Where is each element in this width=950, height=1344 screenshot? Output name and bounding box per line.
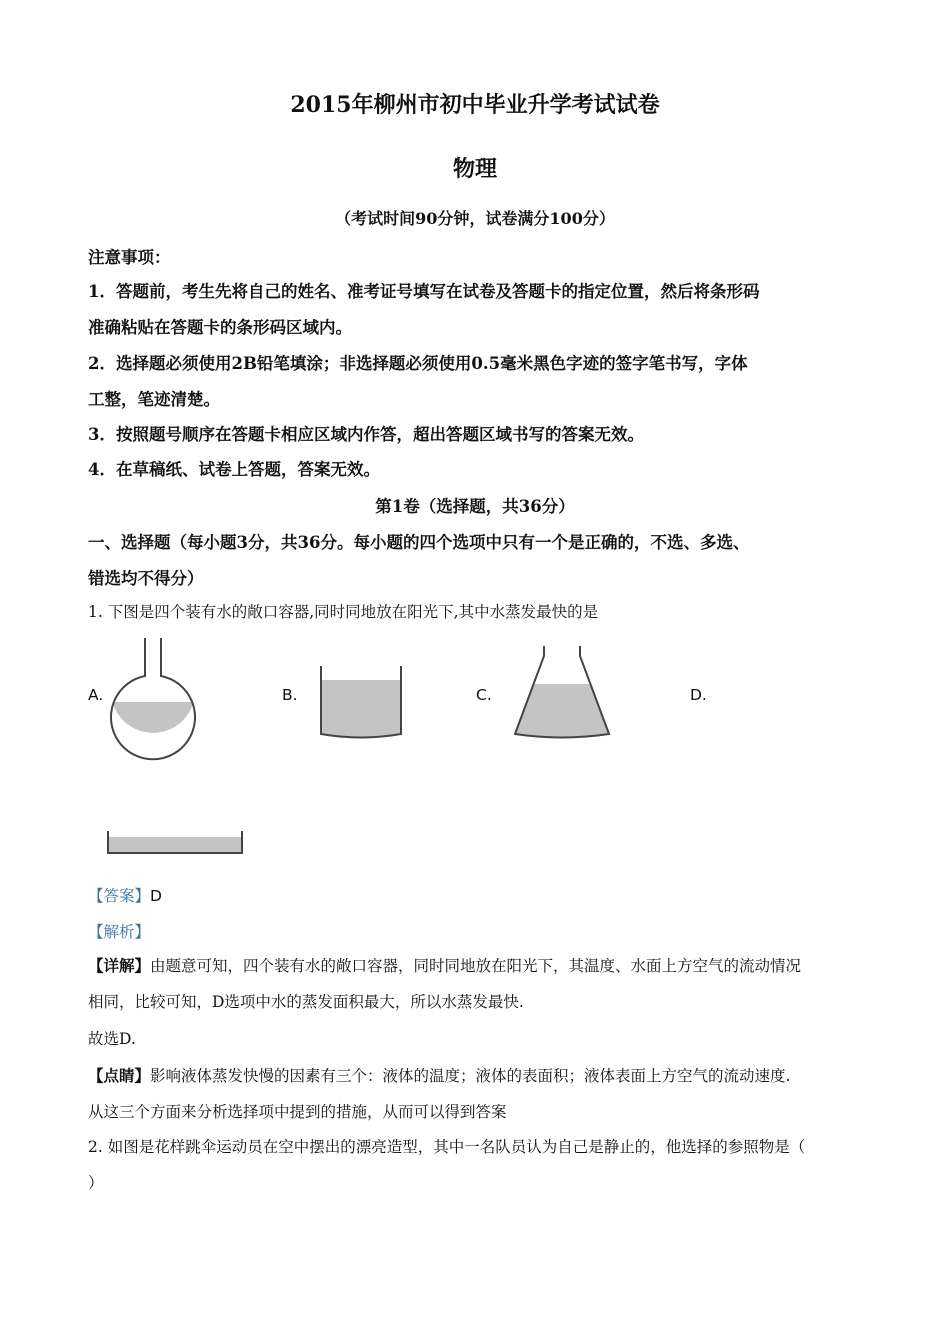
notice-line-5: 3．按照题号顺序在答题卡相应区域内作答，超出答题区域书写的答案无效。: [88, 425, 644, 444]
exam-info: （考试时间90分钟，试卷满分100分）: [335, 209, 615, 228]
shallow-dish-figure: [106, 829, 244, 857]
round-flask-outline: [111, 638, 195, 759]
detail-line-2: 相同，比较可知，D选项中水的蒸发面积最大，所以水蒸发最快.: [88, 993, 524, 1011]
answer-line: [88, 884, 868, 906]
question-2-stem-line-2: ）: [88, 1174, 104, 1192]
analysis-tag: 【解析】: [88, 923, 151, 941]
notice-line-1: 1．答题前，考生先将自己的姓名、准考证号填写在试卷及答题卡的指定位置，然后将条形码: [88, 282, 760, 301]
question-1-stem: 1. 下图是四个装有水的敞口容器,同时同地放在阳光下,其中水蒸发最快的是: [88, 603, 599, 621]
volume-title: 第1卷（选择题，共36分）: [375, 497, 575, 516]
answer-tag: 【答案】: [88, 887, 151, 905]
notice-line-3: 2．选择题必须使用2B铅笔填涂；非选择题必须使用0.5毫米黑色字迹的签字笔书写，字体: [88, 354, 748, 373]
detail-line-1: [88, 954, 868, 976]
answer-value: D: [150, 887, 162, 905]
beaker-water: [322, 680, 400, 737]
beaker-figure: [318, 664, 404, 744]
option-b-label: B.: [282, 686, 298, 704]
notice-heading: 注意事项：: [88, 248, 171, 267]
shallow-dish-water: [109, 837, 241, 853]
option-a-label: A.: [88, 686, 104, 704]
part-title-line-2: 错选均不得分）: [88, 569, 204, 588]
detail-text-1: 由题意可知，四个装有水的敞口容器，同时同地放在阳光下，其温度、水面上方空气的流动情况: [150, 957, 802, 975]
option-d-label: D.: [690, 686, 707, 704]
subject-title: 物理: [452, 156, 497, 182]
round-flask-figure: [108, 636, 198, 746]
tip-text-1: 影响液体蒸发快慢的因素有三个：液体的温度；液体的表面积；液体表面上方空气的流动速度.: [150, 1067, 791, 1085]
tip-tag: 【点睛】: [88, 1066, 151, 1085]
tip-line-2: 从这三个方面来分析选择项中提到的措施，从而可以得到答案: [88, 1103, 507, 1121]
detail-tag: 【详解】: [88, 956, 151, 975]
question-2-stem-line-1: 2. 如图是花样跳伞运动员在空中摆出的漂亮造型，其中一名队员认为自己是静止的，他选择的参照物是（: [88, 1138, 806, 1156]
tip-line-1: [88, 1064, 868, 1086]
round-flask-water: [113, 702, 194, 733]
notice-line-4: 工整，笔迹清楚。: [88, 390, 220, 409]
part-title-line-1: 一、选择题（每小题3分，共36分。每小题的四个选项中只有一个是正确的，不选、多选、: [88, 533, 750, 552]
notice-line-6: 4．在草稿纸、试卷上答题，答案无效。: [88, 460, 380, 479]
analysis-line: [88, 920, 868, 942]
notice-line-2: 准确粘贴在答题卡的条形码区域内。: [88, 318, 352, 337]
conical-flask-figure: [512, 644, 612, 744]
option-c-label: C.: [476, 686, 492, 704]
exam-title: 2015年柳州市初中毕业升学考试试卷: [290, 92, 660, 118]
conclusion-line: 故选D.: [88, 1030, 136, 1048]
